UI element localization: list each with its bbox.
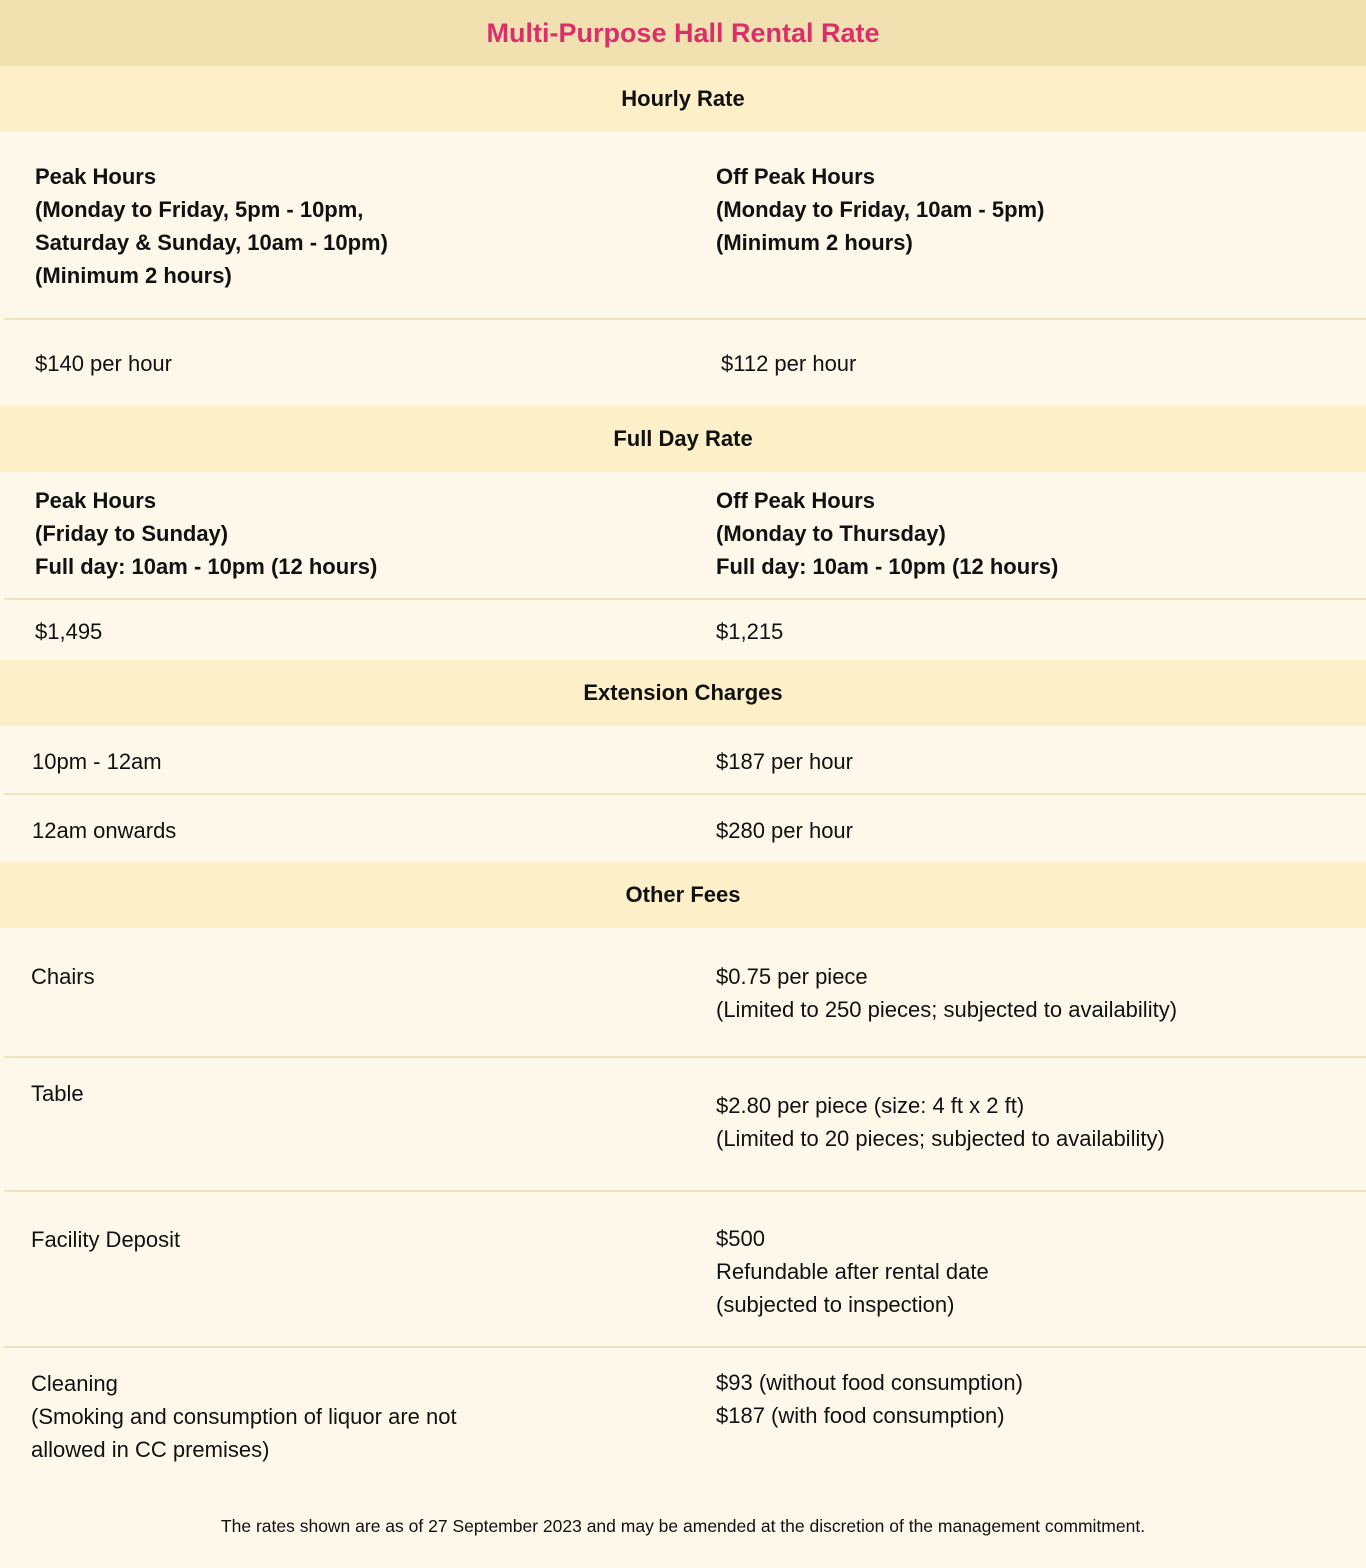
fullday-offpeak-label: Off Peak Hours (Monday to Thursday) Full day: 10am - 10pm (12 hours) bbox=[716, 488, 1059, 579]
page-title: Multi-Purpose Hall Rental Rate bbox=[0, 0, 1366, 66]
extension-row-label: 12am onwards bbox=[32, 818, 177, 843]
hourly-offpeak-price: $112 per hour bbox=[721, 351, 857, 376]
section-heading-hourly-rate: Hourly Rate bbox=[0, 66, 1366, 132]
fullday-peak-label: Peak Hours (Friday to Sunday) Full day: 10am - 10pm (12 hours) bbox=[35, 488, 378, 579]
row-divider bbox=[4, 793, 1366, 795]
row-divider bbox=[4, 1346, 1366, 1348]
fee-row-price: $93 (without food consumption) $187 (with food consumption) bbox=[716, 1370, 1023, 1428]
hourly-peak-label: Peak Hours (Monday to Friday, 5pm - 10pm, Saturday & Sunday, 10am - 10pm) (Minimum 2 hours) bbox=[35, 164, 388, 288]
fee-row-label: Facility Deposit bbox=[31, 1227, 181, 1252]
fee-row-price: $500 Refundable after rental date (subjected to inspection) bbox=[716, 1226, 989, 1317]
fullday-offpeak-price: $1,215 bbox=[716, 619, 784, 644]
row-divider bbox=[4, 1056, 1366, 1058]
row-divider bbox=[4, 598, 1366, 600]
footer-note: The rates shown are as of 27 September 2023 and may be amended at the discretion of the management commitment. bbox=[220, 1516, 1146, 1536]
fee-row-label: Table bbox=[31, 1081, 84, 1106]
section-heading-other-fees: Other Fees bbox=[0, 862, 1366, 928]
fee-row-label: Cleaning (Smoking and consumption of liquor are not allowed in CC premises) bbox=[31, 1371, 457, 1462]
hourly-offpeak-label: Off Peak Hours (Monday to Friday, 10am - 5pm) (Minimum 2 hours) bbox=[716, 164, 1045, 255]
fee-row-label: Chairs bbox=[31, 964, 95, 989]
section-heading-extension-charges: Extension Charges bbox=[0, 660, 1366, 726]
fee-row-price: $0.75 per piece (Limited to 250 pieces; subjected to availability) bbox=[716, 964, 1178, 1022]
section-heading-full-day-rate: Full Day Rate bbox=[0, 406, 1366, 472]
extension-row-price: $187 per hour bbox=[716, 749, 853, 774]
hourly-peak-price: $140 per hour bbox=[35, 351, 172, 376]
fee-row-price: $2.80 per piece (size: 4 ft x 2 ft) (Limited to 20 pieces; subjected to availability) bbox=[716, 1093, 1165, 1151]
fullday-peak-price: $1,495 bbox=[35, 619, 103, 644]
extension-row-price: $280 per hour bbox=[716, 818, 853, 843]
row-divider bbox=[4, 318, 1366, 320]
extension-row-label: 10pm - 12am bbox=[32, 749, 162, 774]
row-divider bbox=[4, 1190, 1366, 1192]
